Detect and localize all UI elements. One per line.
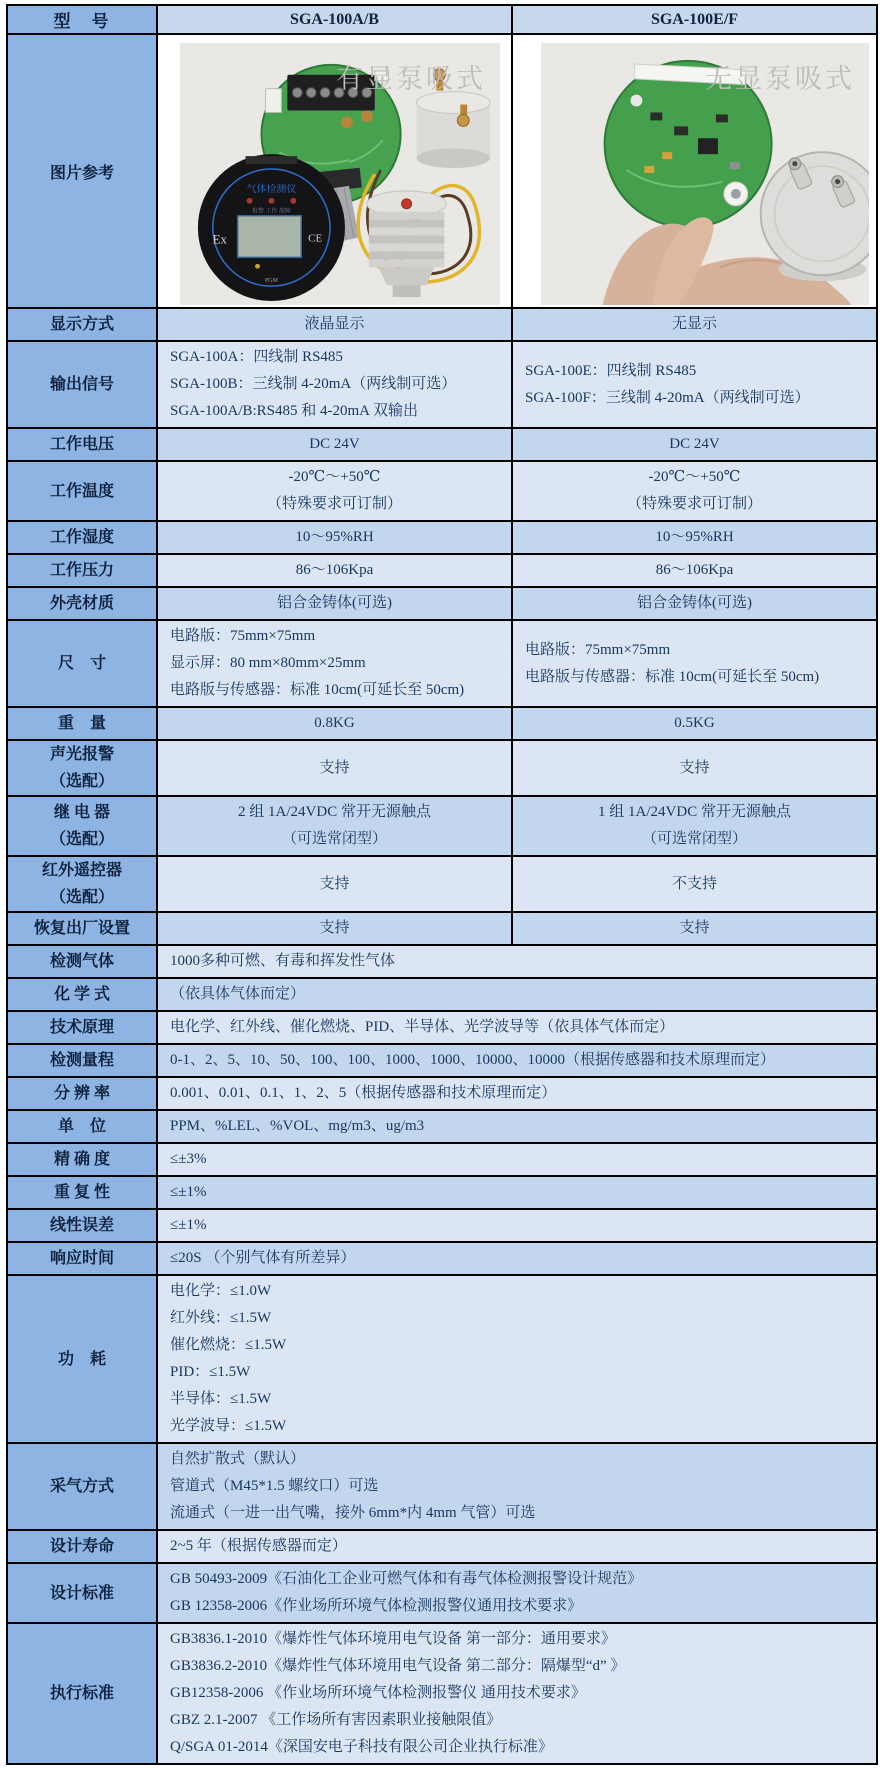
spec-value-line: 86～106Kpa xyxy=(655,562,734,578)
spec-value-line: ≤±1% xyxy=(170,1184,207,1200)
table-row xyxy=(7,1077,877,1110)
spec-value-cell xyxy=(157,796,512,856)
spec-value-cell xyxy=(157,912,512,945)
spec-value-line: GB3836.1-2010《爆炸性气体环境用电气设备 第一部分：通用要求》 xyxy=(170,1631,616,1647)
row-label-line: 工作湿度 xyxy=(49,529,114,546)
row-label xyxy=(7,1011,157,1044)
spec-value-cell xyxy=(512,587,877,620)
spec-value-line: -20℃～+50℃ xyxy=(288,469,381,485)
row-label-line: 响应时间 xyxy=(49,1250,114,1267)
spec-value-line: 铝合金铸体(可选) xyxy=(277,595,392,611)
model-header-ef: SGA-100E/F xyxy=(512,5,877,34)
model-header-ab: SGA-100A/B xyxy=(157,5,512,34)
spec-value-line: 电化学：≤1.0W xyxy=(170,1283,272,1299)
row-label-line: 工作压力 xyxy=(49,562,114,579)
spec-value-line: 半导体：≤1.5W xyxy=(170,1391,272,1407)
spec-value-line: DC 24V xyxy=(309,436,360,452)
row-label xyxy=(7,1176,157,1209)
photo-cell-ef xyxy=(512,34,877,308)
product-photo-sga100ab xyxy=(180,43,500,305)
spec-value-line: GB3836.2-2010《爆炸性气体环境用电气设备 第二部分：隔爆型“d” 》 xyxy=(170,1658,626,1674)
table-row xyxy=(7,587,877,620)
table-row xyxy=(7,521,877,554)
row-label-line: 尺 寸 xyxy=(57,655,106,672)
spec-value-line: 管道式（M45*1.5 螺纹口）可选 xyxy=(170,1478,379,1494)
spec-value-line: SGA-100F：三线制 4-20mA（两线制可选） xyxy=(525,389,810,406)
spec-value-cell xyxy=(157,1275,877,1443)
row-label-line: 工作电压 xyxy=(49,436,114,453)
product-photo-sga100ef xyxy=(541,43,869,305)
spec-value-line: 支持 xyxy=(319,920,350,936)
spec-value-cell xyxy=(157,1110,877,1143)
spec-value-line: 1 组 1A/24VDC 常开无源触点 xyxy=(598,804,791,820)
spec-value-cell xyxy=(157,1530,877,1563)
spec-value-cell xyxy=(512,912,877,945)
detector-led-labels: 报警 工作 故障 xyxy=(252,208,291,215)
spec-value-line: ≤20S （个别气体有所差异） xyxy=(170,1250,356,1266)
spec-value-cell xyxy=(157,1623,877,1764)
spec-value-line: （依具体气体而定） xyxy=(170,986,306,1002)
photo-cell-ab xyxy=(157,34,512,308)
spec-value-line: （特殊要求可订制） xyxy=(266,496,402,512)
spec-value-cell xyxy=(157,1077,877,1110)
spec-value-line: （可选常闭型） xyxy=(281,831,387,847)
table-row xyxy=(7,1044,877,1077)
table-row xyxy=(7,796,877,856)
row-label-line: 单 位 xyxy=(57,1118,106,1135)
row-label xyxy=(7,1209,157,1242)
spec-value-line: 电路版与传感器：标准 10cm(可延长至 50cm) xyxy=(170,682,465,698)
spec-value-line: 0.8KG xyxy=(314,715,355,731)
row-label xyxy=(7,1110,157,1143)
row-label xyxy=(7,554,157,587)
spec-value-line: SGA-100A/B:RS485 和 4-20mA 双输出 xyxy=(170,403,418,419)
spec-value-cell xyxy=(157,856,512,912)
spec-value-line: DC 24V xyxy=(669,436,720,452)
table-row xyxy=(7,1530,877,1563)
spec-value-cell xyxy=(512,461,877,521)
spec-value-cell xyxy=(512,740,877,796)
spec-value-cell xyxy=(512,521,877,554)
row-label xyxy=(7,308,157,341)
row-label xyxy=(7,1563,157,1623)
row-label xyxy=(7,1275,157,1443)
spec-value-cell xyxy=(157,341,512,428)
row-label xyxy=(7,1077,157,1110)
row-label xyxy=(7,341,157,428)
spec-value-cell xyxy=(157,1044,877,1077)
spec-value-line: 电化学、红外线、催化燃烧、PID、半导体、光学波导等（依具体气体而定） xyxy=(170,1019,675,1035)
watermark-text: 有显泵吸式 xyxy=(336,64,486,94)
spec-value-line: PPM、%LEL、%VOL、mg/m3、ug/m3 xyxy=(170,1118,425,1134)
row-label-line: 精 确 度 xyxy=(53,1151,110,1168)
spec-value-line: 支持 xyxy=(679,920,710,936)
spec-value-line: GB 12358-2006《作业场所环境气体检测报警仪通用技术要求》 xyxy=(170,1598,583,1614)
spec-value-line: 液晶显示 xyxy=(304,316,365,332)
row-label-line: （选配） xyxy=(49,889,114,906)
detector-brand-text: 气体检测仪 xyxy=(246,183,297,195)
table-row xyxy=(7,1011,877,1044)
spec-value-cell xyxy=(157,461,512,521)
spec-value-line: 显示屏：80 mm×80mm×25mm xyxy=(170,655,366,671)
row-label-line: 功 耗 xyxy=(57,1350,106,1368)
table-row xyxy=(7,912,877,945)
table-row xyxy=(7,1176,877,1209)
spec-value-line: （特殊要求可订制） xyxy=(626,496,762,512)
spec-value-line: 1000多种可燃、有毒和挥发性气体 xyxy=(170,953,396,969)
spec-value-line: 支持 xyxy=(319,759,350,776)
spec-value-cell xyxy=(157,1443,877,1530)
spec-value-line: 支持 xyxy=(319,875,350,892)
row-label xyxy=(7,1242,157,1275)
spec-value-cell xyxy=(157,1143,877,1176)
spec-value-line: 0-1、2、5、10、50、100、100、1000、1000、10000、10000（根据传感器和技术原理而定） xyxy=(170,1052,775,1068)
row-label-line: 技术原理 xyxy=(49,1019,114,1036)
spec-value-cell xyxy=(512,707,877,740)
spec-value-cell xyxy=(157,1563,877,1623)
spec-value-line: （可选常闭型） xyxy=(641,831,747,847)
table-row xyxy=(7,1110,877,1143)
spec-value-cell xyxy=(157,945,877,978)
spec-value-line: 流通式（一进一出气嘴，接外 6mm*内 4mm 气管）可选 xyxy=(170,1505,536,1521)
spec-value-line: 0.5KG xyxy=(674,715,715,731)
table-row xyxy=(7,1143,877,1176)
spec-value-cell xyxy=(512,428,877,461)
table-row xyxy=(7,1209,877,1242)
spec-value-line: 10～95%RH xyxy=(655,529,734,545)
row-label xyxy=(7,1623,157,1764)
spec-value-line: 2 组 1A/24VDC 常开无源触点 xyxy=(238,804,431,820)
detector-illustration xyxy=(198,154,345,301)
row-label-line: 输出信号 xyxy=(49,376,114,393)
row-label-line: 声光报警 xyxy=(49,746,114,763)
spec-value-line: 86～106Kpa xyxy=(295,562,374,578)
spec-value-line: 0.001、0.01、0.1、1、2、5（根据传感器和技术原理而定） xyxy=(170,1085,557,1101)
spec-value-line: GBZ 2.1-2007 《工作场所有害因素职业接触限值》 xyxy=(170,1712,502,1728)
spec-value-line: Q/SGA 01-2014《深国安电子科技有限公司企业执行标准》 xyxy=(170,1739,553,1755)
row-label-line: 继 电 器 xyxy=(53,804,110,821)
row-label xyxy=(7,740,157,796)
spec-value-cell xyxy=(157,554,512,587)
spec-value-line: 铝合金铸体(可选) xyxy=(637,595,752,611)
row-label xyxy=(7,1443,157,1530)
row-label xyxy=(7,620,157,707)
row-label-line: 恢复出厂设置 xyxy=(33,920,130,937)
spec-value-cell xyxy=(157,587,512,620)
row-label xyxy=(7,912,157,945)
table-row xyxy=(7,1275,877,1443)
spec-value-line: SGA-100E：四线制 RS485 xyxy=(525,362,697,379)
row-label-line: 工作温度 xyxy=(49,482,114,500)
spec-value-line: 支持 xyxy=(679,759,710,776)
spec-value-cell xyxy=(512,796,877,856)
row-label xyxy=(7,461,157,521)
row-label-line: 红外遥控器 xyxy=(41,862,122,879)
row-label-line: 设计标准 xyxy=(49,1584,114,1602)
spec-value-cell xyxy=(512,308,877,341)
table-row xyxy=(7,461,877,521)
spec-value-line: 自然扩散式（默认） xyxy=(170,1451,306,1467)
spec-value-line: SGA-100A：四线制 RS485 xyxy=(170,349,343,365)
table-row xyxy=(7,308,877,341)
spec-value-cell xyxy=(157,521,512,554)
row-label-line: （选配） xyxy=(49,773,114,790)
spec-value-cell xyxy=(157,740,512,796)
spec-value-cell xyxy=(157,1242,877,1275)
table-header-row xyxy=(7,5,877,34)
spec-value-cell xyxy=(512,341,877,428)
photo-row xyxy=(7,34,877,308)
spec-value-cell xyxy=(157,1011,877,1044)
table-row xyxy=(7,707,877,740)
row-label: 图片参考 xyxy=(7,34,157,308)
table-row xyxy=(7,1623,877,1764)
model-header-label: 型 号 xyxy=(7,5,157,34)
ce-marking: CE xyxy=(308,232,323,245)
table-row xyxy=(7,945,877,978)
spec-value-line: GB 50493-2009《石油化工企业可燃气体和有毒气体检测报警设计规范》 xyxy=(170,1571,643,1587)
pgm-button-label: PGM xyxy=(264,278,278,285)
spec-value-line: 10～95%RH xyxy=(295,529,374,545)
row-label xyxy=(7,1530,157,1563)
table-row xyxy=(7,428,877,461)
spec-value-line: 电路版与传感器：标准 10cm(可延长至 50cm) xyxy=(525,668,820,685)
row-label xyxy=(7,707,157,740)
row-label xyxy=(7,428,157,461)
row-label-line: 化 学 式 xyxy=(53,986,110,1003)
spec-value-cell xyxy=(157,978,877,1011)
row-label-line: 采气方式 xyxy=(49,1478,114,1495)
row-label-line: 检测气体 xyxy=(49,953,114,970)
table-row xyxy=(7,1443,877,1530)
row-label-line: 重 量 xyxy=(57,715,106,732)
row-label xyxy=(7,587,157,620)
spec-value-line: ≤±1% xyxy=(170,1217,207,1233)
table-row xyxy=(7,1242,877,1275)
row-label-line: 显示方式 xyxy=(49,316,114,333)
row-label xyxy=(7,1143,157,1176)
spec-value-line: 2~5 年（根据传感器而定） xyxy=(170,1538,347,1554)
row-label-line: 重 复 性 xyxy=(53,1184,110,1201)
spec-value-cell xyxy=(512,620,877,707)
row-label xyxy=(7,856,157,912)
spec-value-line: 催化燃烧：≤1.5W xyxy=(170,1337,287,1353)
row-label xyxy=(7,1044,157,1077)
spec-value-line: 无显示 xyxy=(671,316,717,332)
spec-value-line: 电路版：75mm×75mm xyxy=(525,641,671,658)
spec-value-cell xyxy=(157,1209,877,1242)
spec-value-cell xyxy=(512,856,877,912)
spec-value-cell xyxy=(157,308,512,341)
spec-value-cell xyxy=(157,428,512,461)
row-label-line: （选配） xyxy=(49,831,114,848)
spec-value-line: 电路版：75mm×75mm xyxy=(170,628,316,644)
spec-value-line: 不支持 xyxy=(671,875,717,892)
spec-value-line: 红外线：≤1.5W xyxy=(170,1310,272,1326)
table-row xyxy=(7,978,877,1011)
row-label xyxy=(7,945,157,978)
spec-value-cell xyxy=(157,707,512,740)
table-row xyxy=(7,1563,877,1623)
row-label-line: 分 辨 率 xyxy=(53,1085,110,1102)
row-label-line: 外壳材质 xyxy=(49,595,114,612)
spec-value-cell xyxy=(157,1176,877,1209)
spec-value-cell xyxy=(512,554,877,587)
spec-value-line: PID：≤1.5W xyxy=(170,1364,251,1380)
row-label xyxy=(7,978,157,1011)
spec-value-line: GB12358-2006 《作业场所环境气体检测报警仪 通用技术要求》 xyxy=(170,1685,586,1701)
spec-table xyxy=(6,4,878,1765)
row-label xyxy=(7,521,157,554)
row-label-line: 执行标准 xyxy=(49,1685,114,1702)
table-row xyxy=(7,341,877,428)
spec-value-line: SGA-100B：三线制 4-20mA（两线制可选） xyxy=(170,376,457,392)
spec-value-line: 光学波导：≤1.5W xyxy=(170,1418,287,1434)
row-label-line: 设计寿命 xyxy=(49,1538,114,1555)
row-label-line: 线性误差 xyxy=(49,1217,114,1234)
spec-value-line: ≤±3% xyxy=(170,1151,207,1167)
spec-value-cell xyxy=(157,620,512,707)
table-row xyxy=(7,856,877,912)
table-row xyxy=(7,620,877,707)
table-row xyxy=(7,740,877,796)
ex-marking: Ex xyxy=(212,231,227,247)
spec-value-line: -20℃～+50℃ xyxy=(648,469,741,485)
watermark-text: 无显泵吸式 xyxy=(705,64,855,94)
row-label-line: 检测量程 xyxy=(49,1052,114,1069)
table-row xyxy=(7,554,877,587)
row-label xyxy=(7,796,157,856)
